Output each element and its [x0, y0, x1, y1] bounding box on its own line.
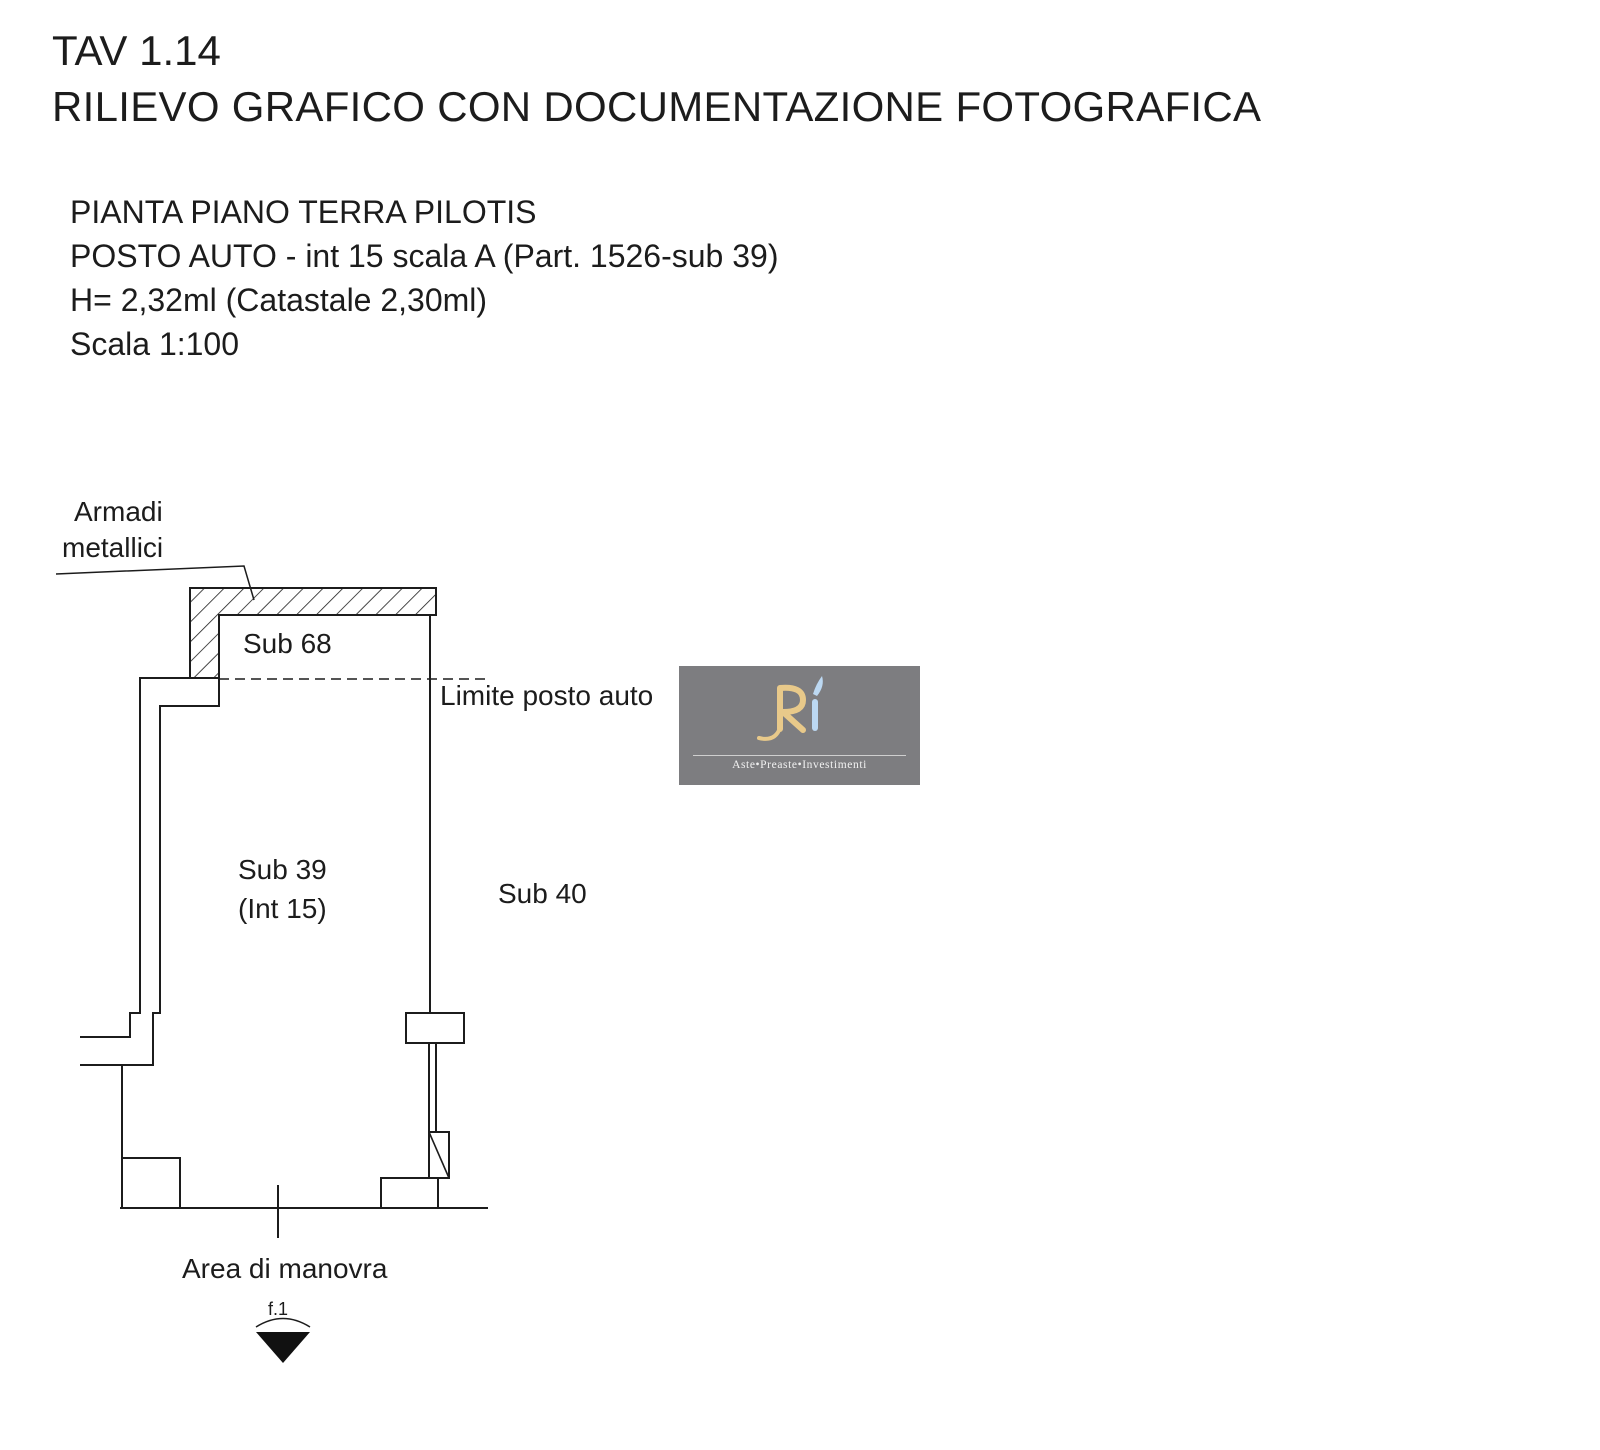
- left-wall-inner: [80, 678, 219, 1065]
- label-sub-40: Sub 40: [498, 878, 587, 909]
- photo-viewpoint-arrow: [256, 1332, 310, 1363]
- scale-note: Scala 1:100: [70, 326, 240, 362]
- column-right: [406, 1013, 464, 1043]
- height-note: H= 2,32ml (Catastale 2,30ml): [70, 282, 488, 318]
- pillar-bottom-right: [381, 1178, 438, 1208]
- plan-heading: PIANTA PIANO TERRA PILOTIS: [70, 194, 537, 230]
- left-wall-outer: [80, 678, 190, 1037]
- label-sub-68: Sub 68: [243, 628, 332, 659]
- label-area-di-manovra: Area di manovra: [182, 1253, 388, 1284]
- label-sub-39: Sub 39: [238, 854, 327, 885]
- watermark-logo: [679, 666, 920, 785]
- photo-viewpoint-arc: [256, 1319, 310, 1328]
- watermark-text: Aste•Preaste•Investimenti: [732, 759, 867, 771]
- sheet-title: RILIEVO GRAFICO CON DOCUMENTAZIONE FOTOGRAFICA: [52, 83, 1262, 130]
- unit-description: POSTO AUTO - int 15 scala A (Part. 1526-sub 39): [70, 238, 779, 274]
- label-armadi: Armadi: [74, 496, 163, 527]
- sheet-code: TAV 1.14: [52, 27, 221, 74]
- label-metallici: metallici: [62, 532, 164, 563]
- label-limite-posto-auto: Limite posto auto: [440, 680, 654, 711]
- logo-rule: [693, 755, 906, 756]
- logo-ri-icon: [679, 666, 920, 756]
- label-photo-marker: f.1: [268, 1299, 289, 1319]
- label-int-15: (Int 15): [238, 893, 327, 924]
- pillar-bottom-left: [122, 1158, 180, 1208]
- small-element-diagonal: [429, 1132, 449, 1178]
